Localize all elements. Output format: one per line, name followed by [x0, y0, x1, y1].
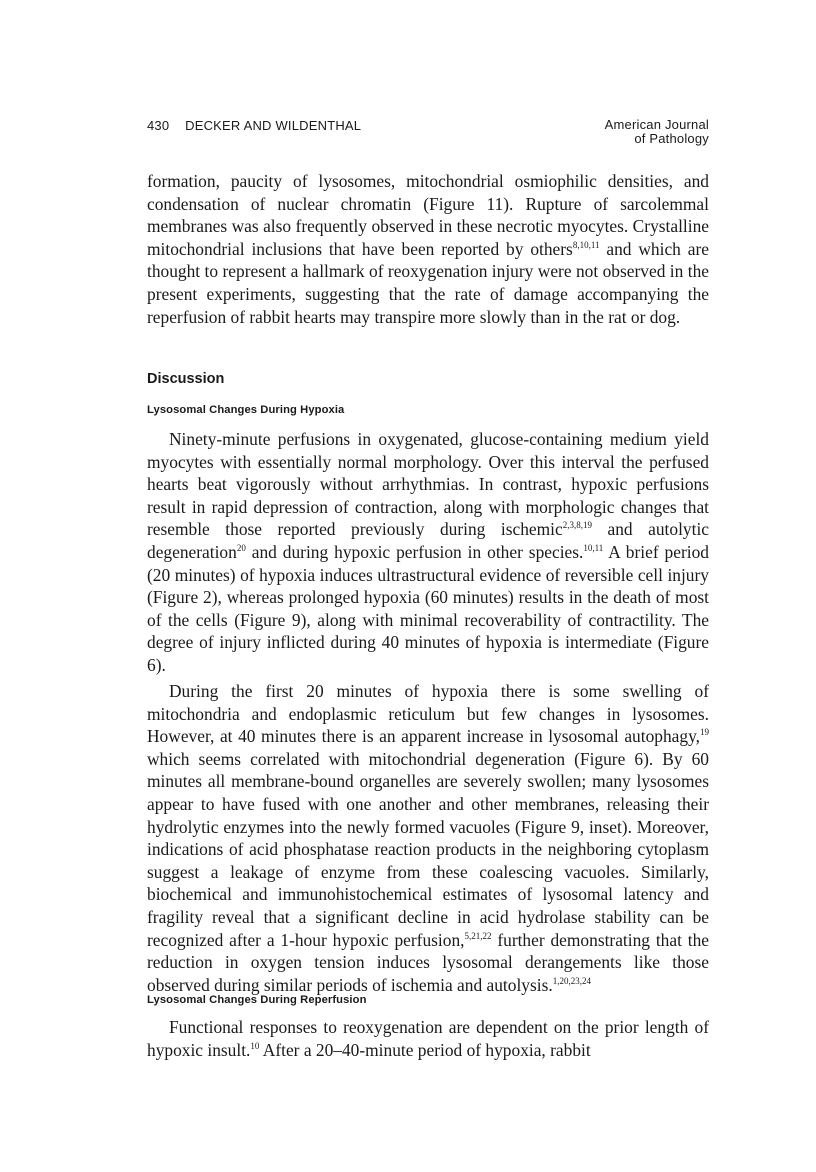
citation-superscript: 5,21,22: [464, 930, 492, 941]
running-head-left: [147, 118, 361, 133]
citation-superscript: 8,10,11: [572, 239, 600, 250]
subsection-heading-hypoxia: Lysosomal Changes During Hypoxia: [147, 404, 345, 416]
journal-name: [605, 118, 709, 146]
journal-name-line1: American Journal: [604, 117, 709, 132]
paragraph-hypoxia-2: [147, 680, 709, 996]
paragraph-text: Ninety-minute perfusions in oxygenated, glucose-containing medium yield myocytes with essentially normal morphology. Over this interval the perfused hearts beat vigorously without arrhythmias. In contrast, hypoxic perfusions result in rapid depression of contraction, along with morphologic changes that resemble those reported previously during ischemic: [147, 429, 709, 540]
paragraph-hypoxia-1: [147, 428, 709, 677]
paragraph-text: During the first 20 minutes of hypoxia there is some swelling of mitochondria and endoplasmic reticulum but few changes in lysosomes. However, at 40 minutes there is an apparent increase in lysosomal autophagy,: [147, 681, 709, 747]
citation-superscript: 19: [700, 727, 709, 738]
running-head: [147, 118, 709, 152]
paragraph-text: and autolytic degeneration: [147, 519, 709, 562]
page-number: 430: [147, 118, 170, 133]
citation-superscript: 2,3,8,19: [562, 520, 592, 531]
paragraph-text: and during hypoxic perfusion in other species.: [245, 541, 584, 562]
section-heading-discussion: Discussion: [147, 371, 225, 387]
author-names: DECKER AND WILDENTHAL: [185, 118, 362, 133]
paragraph-text: Functional responses to reoxygenation are dependent on the prior length of hypoxic insult.: [147, 1017, 709, 1060]
journal-name-line2: of Pathology: [634, 131, 709, 146]
citation-superscript: 20: [236, 542, 246, 553]
paragraph-text: formation, paucity of lysosomes, mitochondrial osmiophilic densities, and condensation of nuclear chromatin (Figure 11). Rupture of sarcolemmal membranes was also frequently observed in these necrotic myocytes. Crystalline mitochondrial inclusions that have been reported by others: [147, 171, 709, 259]
continuation-paragraph: [147, 170, 709, 328]
citation-superscript: 10: [250, 1040, 260, 1051]
citation-superscript: 10,11: [583, 542, 604, 553]
paragraph-text: further demonstrating that the reduction in oxygen tension induces lysosomal derangements like those observed during similar periods of ischemia and autolysis.: [147, 929, 709, 995]
paragraph-text: After a 20–40-minute period of hypoxia, rabbit: [259, 1039, 591, 1060]
paragraph-text: and which are thought to represent a hallmark of reoxygenation injury were not observed in the present experiments, suggesting that the rate of damage accompanying the reperfusion of rabbit hearts may transpire more slowly than in the rat or dog.: [147, 238, 709, 327]
paragraph-reperfusion-1: [147, 1016, 709, 1061]
subsection-heading-reperfusion: Lysosomal Changes During Reperfusion: [147, 994, 367, 1006]
citation-superscript: 1,20,23,24: [552, 975, 591, 986]
paragraph-text: which seems correlated with mitochondrial degeneration (Figure 6). By 60 minutes all membrane-bound organelles are severely swollen; many lysosomes appear to have fused with one another and other membranes, releasing their hydrolytic enzymes into the newly formed vacuoles (Figure 9, inset). Moreover, indications of acid phosphatase reaction products in the neighboring cytoplasm suggest a leakage of enzyme from these coalescing vacuoles. Similarly, biochemical and immunohistochemical estimates of lysosomal latency and fragility reveal that a significant decline in acid hydrolase stability can be recognized after a 1-hour hypoxic perfusion,: [147, 748, 709, 950]
paragraph-text: A brief period (20 minutes) of hypoxia induces ultrastructural evidence of reversible cell injury (Figure 2), whereas prolonged hypoxia (60 minutes) results in the death of most of the cells (Figure 9), along with minimal recoverability of contractility. The degree of injury inflicted during 40 minutes of hypoxia is intermediate (Figure 6).: [147, 541, 709, 675]
